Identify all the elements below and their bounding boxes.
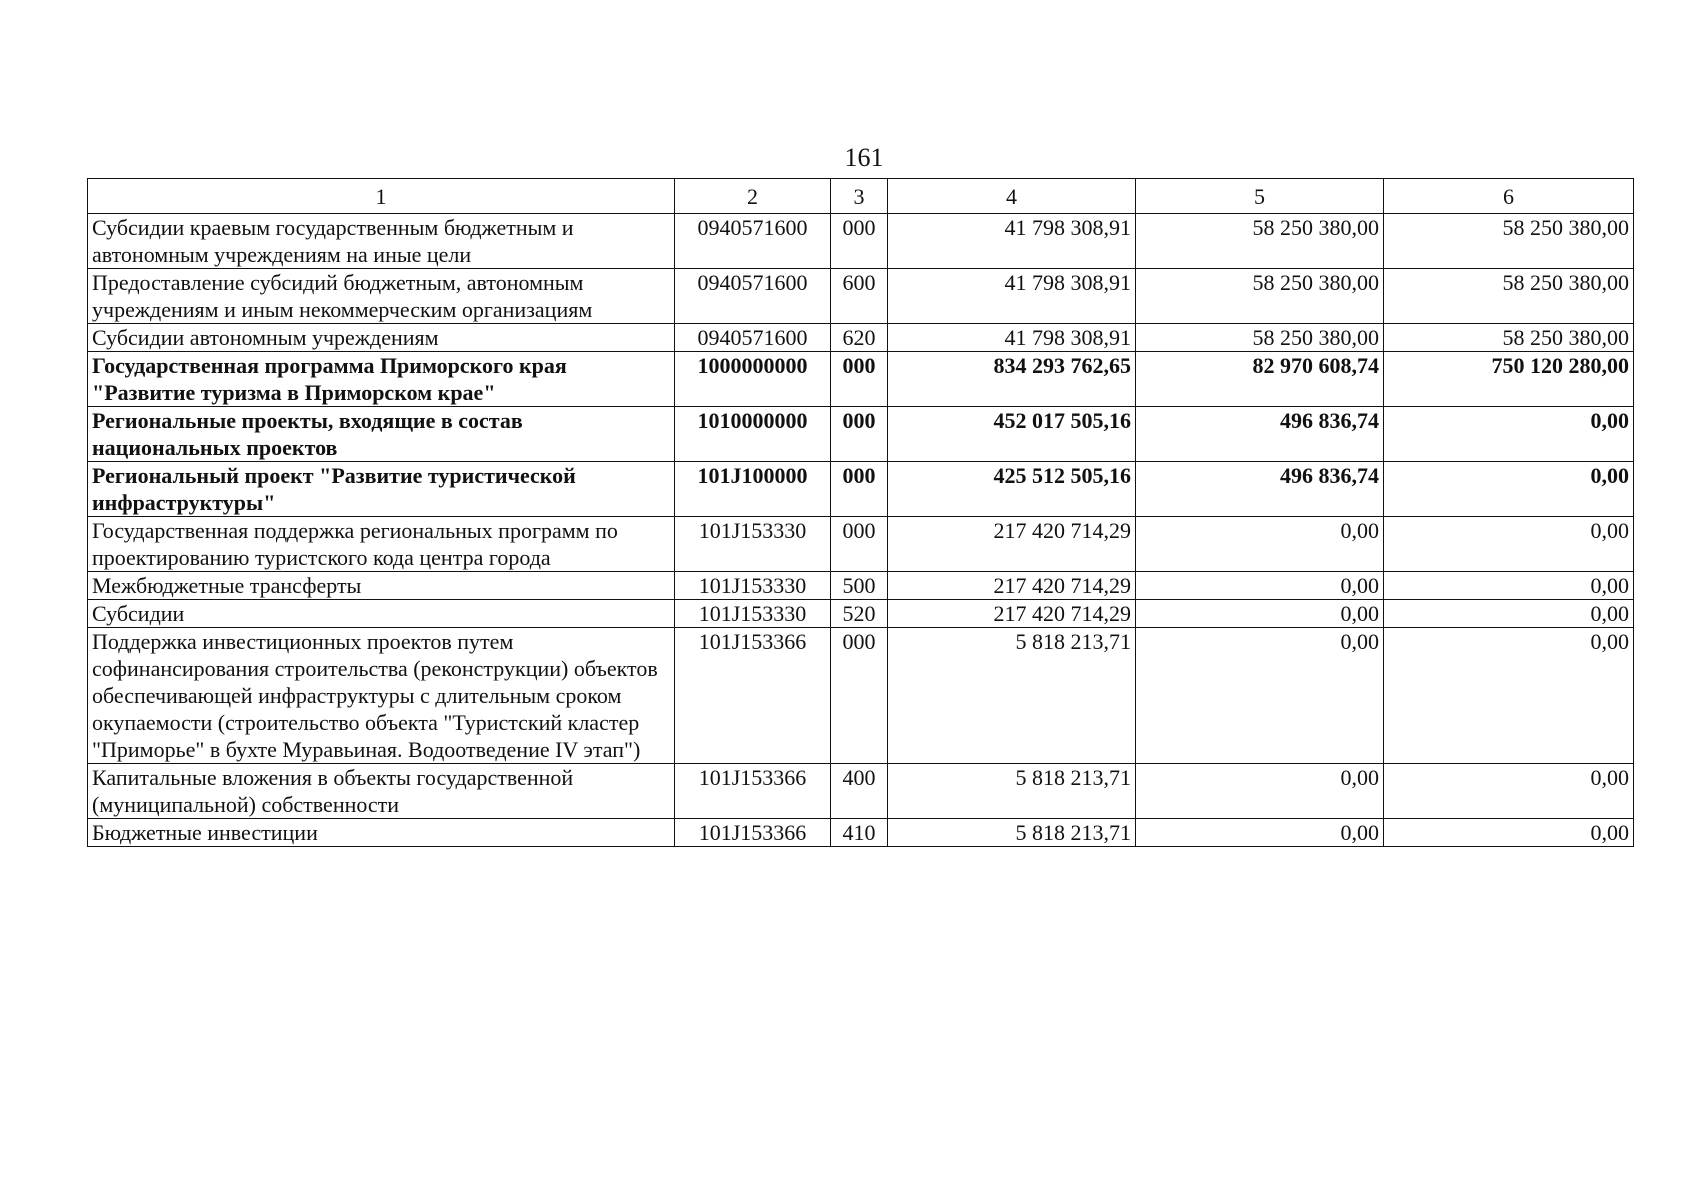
amount-col4-cell: 217 420 714,29 (888, 600, 1136, 628)
table-row (88, 572, 1634, 600)
amount-col6-cell: 58 250 380,00 (1384, 214, 1634, 269)
table-row (88, 324, 1634, 352)
item-name-cell: Субсидии (88, 600, 675, 628)
amount-col5-cell: 0,00 (1136, 819, 1384, 847)
amount-col4-cell: 41 798 308,91 (888, 214, 1136, 269)
target-code-cell: 101J153330 (675, 600, 831, 628)
amount-col6-cell: 0,00 (1384, 407, 1634, 462)
column-header-5: 5 (1136, 179, 1384, 214)
table-row (88, 764, 1634, 819)
expense-type-cell: 000 (831, 462, 888, 517)
page-number: 161 (844, 143, 884, 172)
amount-col5-cell: 58 250 380,00 (1136, 269, 1384, 324)
amount-col5-cell: 82 970 608,74 (1136, 352, 1384, 407)
target-code-cell: 0940571600 (675, 324, 831, 352)
target-code-cell: 101J153366 (675, 764, 831, 819)
amount-col4-cell: 5 818 213,71 (888, 819, 1136, 847)
amount-col6-cell: 0,00 (1384, 462, 1634, 517)
amount-col4-cell: 41 798 308,91 (888, 269, 1136, 324)
target-code-cell: 0940571600 (675, 269, 831, 324)
target-code-cell: 0940571600 (675, 214, 831, 269)
expense-type-cell: 000 (831, 352, 888, 407)
expense-type-cell: 000 (831, 214, 888, 269)
amount-col4-cell: 5 818 213,71 (888, 764, 1136, 819)
amount-col4-cell: 834 293 762,65 (888, 352, 1136, 407)
expense-type-cell: 520 (831, 600, 888, 628)
amount-col4-cell: 41 798 308,91 (888, 324, 1136, 352)
expense-type-cell: 400 (831, 764, 888, 819)
table-row (88, 628, 1634, 764)
table-row (88, 517, 1634, 572)
amount-col6-cell: 0,00 (1384, 517, 1634, 572)
amount-col5-cell: 496 836,74 (1136, 462, 1384, 517)
table-row (88, 214, 1634, 269)
amount-col4-cell: 217 420 714,29 (888, 572, 1136, 600)
amount-col6-cell: 0,00 (1384, 628, 1634, 764)
table-row (88, 269, 1634, 324)
expense-type-cell: 000 (831, 407, 888, 462)
amount-col5-cell: 0,00 (1136, 628, 1384, 764)
amount-col4-cell: 425 512 505,16 (888, 462, 1136, 517)
item-name-cell: Поддержка инвестиционных проектов путем софинансирования строительства (реконструкции) объектов обеспечивающей инфраструктуры с длительным сроком окупаемости (строительство объекта "Туристский кластер "Приморье" в бухте Муравьиная. Водоотведение IV этап") (88, 628, 675, 764)
expense-type-cell: 500 (831, 572, 888, 600)
column-header-6: 6 (1384, 179, 1634, 214)
item-name-cell: Государственная программа Приморского края "Развитие туризма в Приморском крае" (88, 352, 675, 407)
expense-type-cell: 600 (831, 269, 888, 324)
amount-col5-cell: 58 250 380,00 (1136, 324, 1384, 352)
table-header-row (88, 179, 1634, 214)
expense-type-cell: 000 (831, 628, 888, 764)
amount-col5-cell: 0,00 (1136, 764, 1384, 819)
amount-col4-cell: 5 818 213,71 (888, 628, 1136, 764)
target-code-cell: 101J153366 (675, 628, 831, 764)
amount-col6-cell: 0,00 (1384, 600, 1634, 628)
amount-col4-cell: 217 420 714,29 (888, 517, 1136, 572)
table-row (88, 819, 1634, 847)
item-name-cell: Межбюджетные трансферты (88, 572, 675, 600)
column-header-4: 4 (888, 179, 1136, 214)
amount-col6-cell: 750 120 280,00 (1384, 352, 1634, 407)
item-name-cell: Предоставление субсидий бюджетным, автономным учреждениям и иным некоммерческим организациям (88, 269, 675, 324)
column-header-2: 2 (675, 179, 831, 214)
item-name-cell: Региональный проект "Развитие туристической инфраструктуры" (88, 462, 675, 517)
column-header-1: 1 (88, 179, 675, 214)
amount-col5-cell: 0,00 (1136, 600, 1384, 628)
target-code-cell: 101J153330 (675, 572, 831, 600)
target-code-cell: 101J153366 (675, 819, 831, 847)
amount-col5-cell: 496 836,74 (1136, 407, 1384, 462)
amount-col6-cell: 0,00 (1384, 764, 1634, 819)
expense-type-cell: 000 (831, 517, 888, 572)
target-code-cell: 1000000000 (675, 352, 831, 407)
amount-col4-cell: 452 017 505,16 (888, 407, 1136, 462)
item-name-cell: Государственная поддержка региональных программ по проектированию туристского кода центра города (88, 517, 675, 572)
target-code-cell: 1010000000 (675, 407, 831, 462)
amount-col6-cell: 0,00 (1384, 572, 1634, 600)
expense-type-cell: 410 (831, 819, 888, 847)
table-row (88, 407, 1634, 462)
amount-col5-cell: 0,00 (1136, 572, 1384, 600)
table-row (88, 600, 1634, 628)
amount-col6-cell: 58 250 380,00 (1384, 324, 1634, 352)
item-name-cell: Региональные проекты, входящие в состав национальных проектов (88, 407, 675, 462)
target-code-cell: 101J153330 (675, 517, 831, 572)
item-name-cell: Бюджетные инвестиции (88, 819, 675, 847)
amount-col6-cell: 58 250 380,00 (1384, 269, 1634, 324)
target-code-cell: 101J100000 (675, 462, 831, 517)
budget-table (87, 178, 1634, 847)
amount-col5-cell: 58 250 380,00 (1136, 214, 1384, 269)
amount-col5-cell: 0,00 (1136, 517, 1384, 572)
table-row (88, 462, 1634, 517)
item-name-cell: Субсидии автономным учреждениям (88, 324, 675, 352)
expense-type-cell: 620 (831, 324, 888, 352)
item-name-cell: Капитальные вложения в объекты государственной (муниципальной) собственности (88, 764, 675, 819)
table-row (88, 352, 1634, 407)
column-header-3: 3 (831, 179, 888, 214)
amount-col6-cell: 0,00 (1384, 819, 1634, 847)
item-name-cell: Субсидии краевым государственным бюджетным и автономным учреждениям на иные цели (88, 214, 675, 269)
